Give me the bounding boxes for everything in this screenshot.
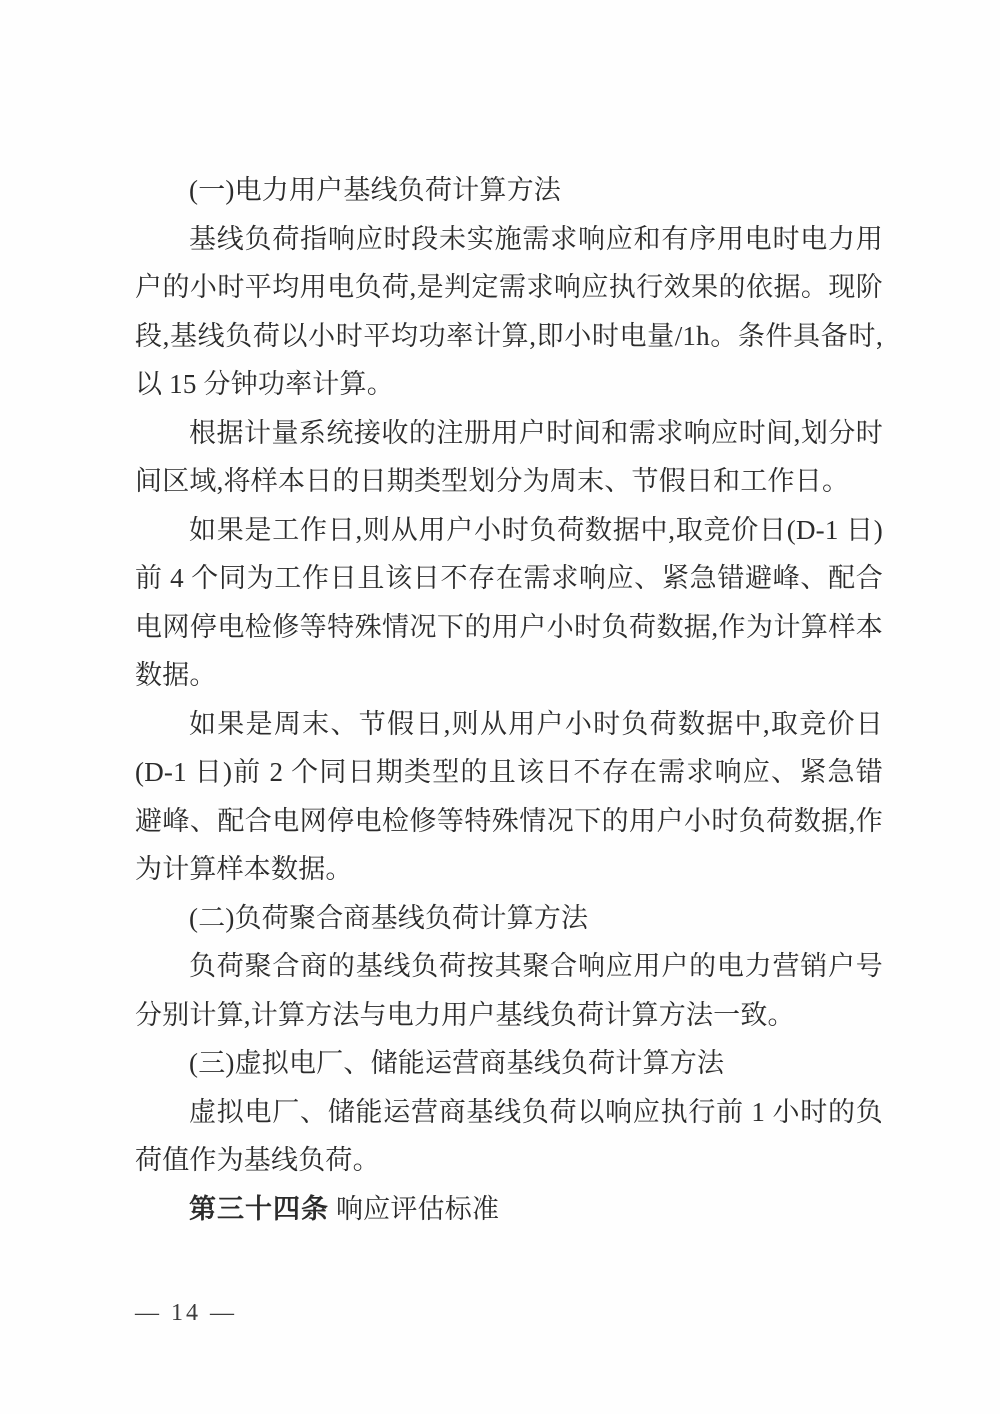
article-number: 第三十四条 — [189, 1193, 329, 1224]
article-heading: 第三十四条 响应评估标准 — [189, 1193, 500, 1224]
section-heading: (二)负荷聚合商基线负荷计算方法 — [189, 902, 589, 933]
paragraph: 如果是周末、节假日,则从用户小时负荷数据中,取竞价日(D-1 日)前 2 个同日期类型的且该日不存在需求响应、紧急错避峰、配合电网停电检修等特殊情况下的用户小时负荷数据,作为计算样本数据。 — [135, 708, 883, 884]
paragraph: 虚拟电厂、储能运营商基线负荷以响应执行前 1 小时的负荷值作为基线负荷。 — [135, 1096, 883, 1175]
paragraph: 负荷聚合商的基线负荷按其聚合响应用户的电力营销户号分别计算,计算方法与电力用户基线负荷计算方法一致。 — [135, 951, 883, 1030]
paragraph: 基线负荷指响应时段未实施需求响应和有序用电时电力用户的小时平均用电负荷,是判定需求响应执行效果的依据。现阶段,基线负荷以小时平均功率计算,即小时电量/1h。条件具备时,以 15 分钟功率计算。 — [135, 223, 883, 399]
section-heading: (三)虚拟电厂、储能运营商基线负荷计算方法 — [189, 1048, 725, 1078]
section-heading: (一)电力用户基线负荷计算方法 — [189, 175, 561, 205]
document-body — [135, 166, 883, 1233]
paragraph: 根据计量系统接收的注册用户时间和需求响应时间,划分时间区域,将样本日的日期类型划分为周末、节假日和工作日。 — [135, 417, 883, 496]
paragraph: 如果是工作日,则从用户小时负荷数据中,取竞价日(D-1 日)前 4 个同为工作日且该日不存在需求响应、紧急错避峰、配合电网停电检修等特殊情况下的用户小时负荷数据,作为计算样本数据。 — [135, 514, 883, 690]
page-number: — 14 — — [135, 1300, 237, 1326]
